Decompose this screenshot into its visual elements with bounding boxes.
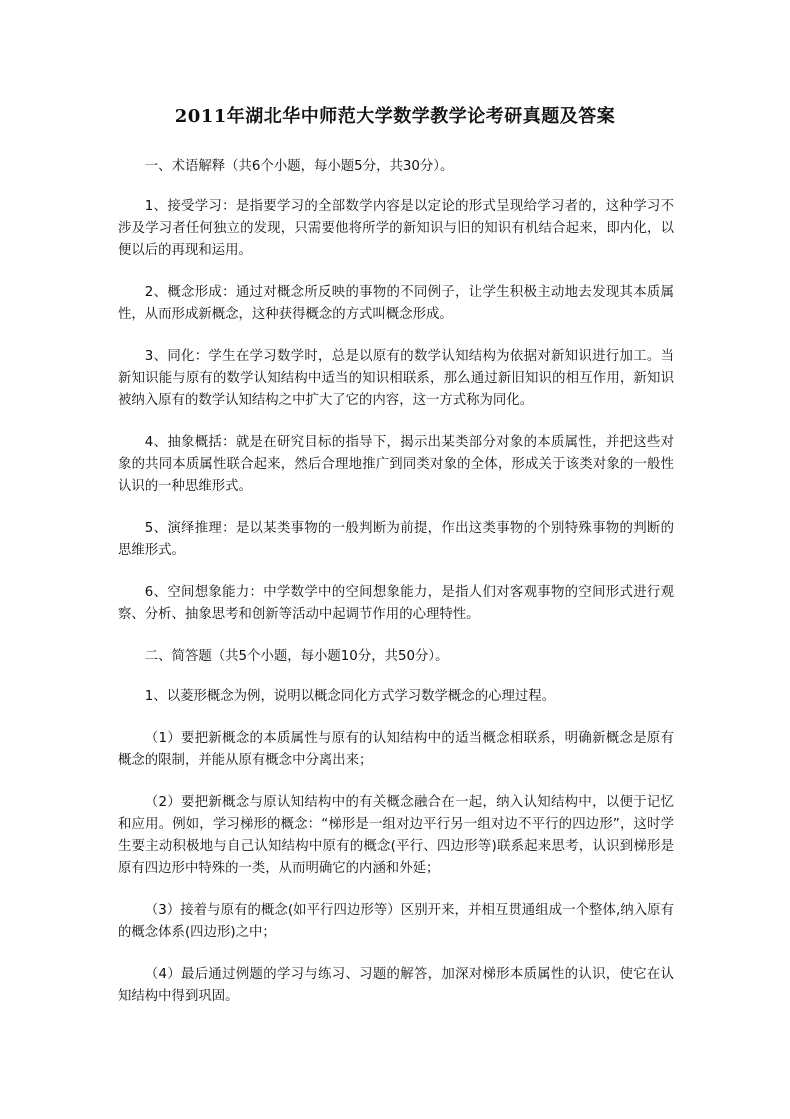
term-assimilation: 3、同化：学生在学习数学时，总是以原有的数学认知结构为依据对新知识进行加工。当新知识能与原有的数学认知结构中适当的知识相联系，那么通过新旧知识的相互作用，新知识被纳入原有的数学认知结构之中扩大了它的内容，这一方式称为同化。 <box>118 349 674 408</box>
term-receptive-learning: 1、接受学习：是指要学习的全部数学内容是以定论的形式呈现给学习者的，这种学习不涉及学习者任何独立的发现，只需要他将所学的新知识与旧的知识有机结合起来，即内化，以便以后的再现和运用。 <box>118 199 674 258</box>
answer-step-4: （4）最后通过例题的学习与练习、习题的解答，加深对梯形本质属性的认识，使它在认知结构中得到巩固。 <box>118 967 674 1004</box>
page-title: 2011年湖北华中师范大学数学教学论考研真题及答案 <box>174 106 616 127</box>
term-concept-formation: 2、概念形成：通过对概念所反映的事物的不同例子，让学生积极主动地去发现其本质属性，从而形成新概念，这种获得概念的方式叫概念形成。 <box>118 285 674 322</box>
term-spatial-imagination: 6、空间想象能力：中学数学中的空间想象能力，是指人们对客观事物的空间形式进行观察、分析、抽象思考和创新等活动中起调节作用的心理特性。 <box>118 585 674 622</box>
section-heading-terms: 一、术语解释（共6个小题，每小题5分，共30分）。 <box>144 159 454 174</box>
question-rhombus-concept: 1、以菱形概念为例，说明以概念同化方式学习数学概念的心理过程。 <box>144 689 556 704</box>
document-body <box>118 156 674 1028</box>
answer-step-3: （3）接着与原有的概念(如平行四边形等）区别开来，并相互贯通组成一个整体,纳入原有的概念体系(四边形)之中； <box>118 903 674 940</box>
section-heading-short-answer: 二、简答题（共5个小题，每小题10分，共50分）。 <box>144 649 449 664</box>
term-abstraction-generalization: 4、抽象概括：就是在研究目标的指导下，揭示出某类部分对象的本质属性，并把这些对象的共同本质属性联合起来，然后合理地推广到同类对象的全体，形成关于该类对象的一般性认识的一种思维形式。 <box>118 435 674 494</box>
answer-step-2: （2）要把新概念与原认知结构中的有关概念融合在一起，纳入认知结构中，以便于记忆和应用。例如，学习梯形的概念：“梯形是一组对边平行另一组对边不平行的四边形”，这时学生要主动积极地与自己认知结构中原有的概念(平行、四边形等)联系起来思考，认识到梯形是原有四边形中特殊的一类，从而明确它的内涵和外延； <box>118 795 674 876</box>
answer-step-1: （1）要把新概念的本质属性与原有的认知结构中的适当概念相联系，明确新概念是原有概念的限制，并能从原有概念中分离出来； <box>118 731 674 768</box>
term-deductive-reasoning: 5、演绎推理：是以某类事物的一般判断为前提，作出这类事物的个别特殊事物的判断的思维形式。 <box>118 521 674 558</box>
